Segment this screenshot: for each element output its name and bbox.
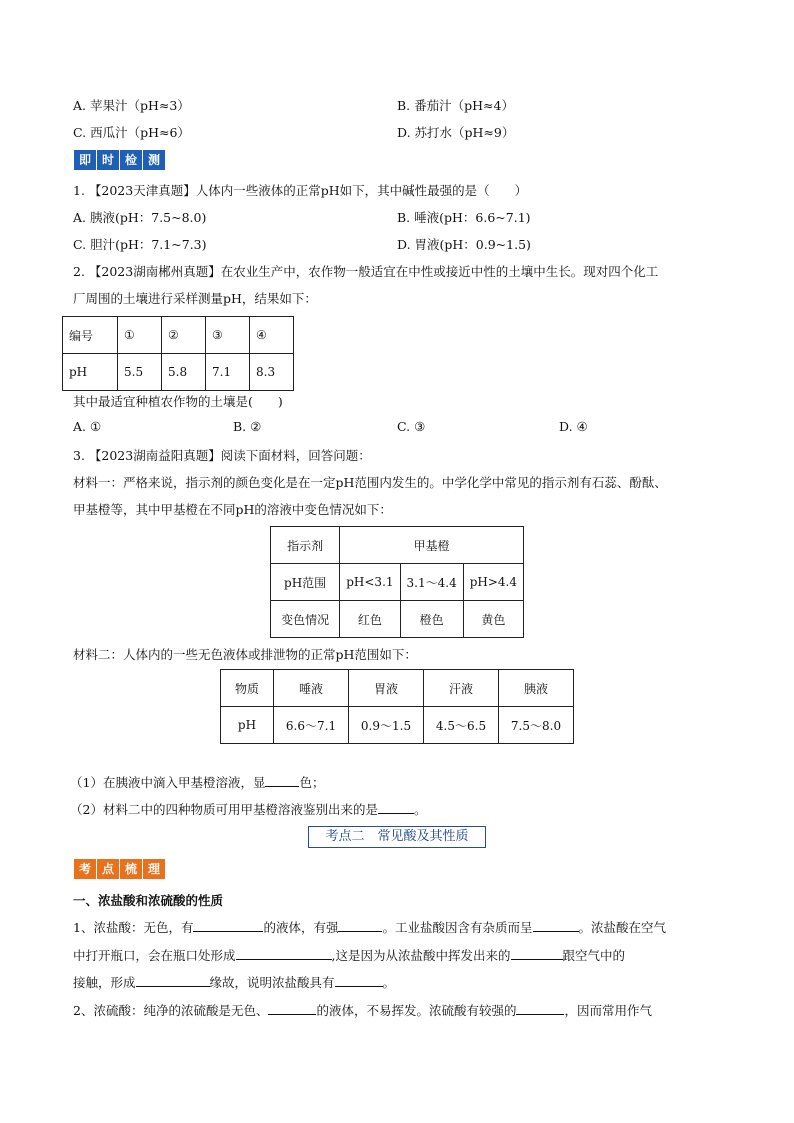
table-cell: 甲基橙 <box>340 527 524 564</box>
soil-ph-table <box>62 316 294 391</box>
table-cell: pH范围 <box>271 564 340 601</box>
answer-blank[interactable] <box>136 973 210 987</box>
q1-option-c: C. 胆汁(pH：7.1~7.3) <box>73 237 207 252</box>
table-cell: 汗液 <box>424 670 499 707</box>
answer-blank[interactable] <box>193 918 263 932</box>
answer-blank[interactable] <box>533 918 579 932</box>
q3-stem: 3. 【2023湖南益阳真题】阅读下面材料，回答问题： <box>73 448 371 463</box>
p1-line3: 接触，形成 缘故，说明浓盐酸具有 。 <box>73 975 396 990</box>
table-cell: 橙色 <box>400 601 463 638</box>
table-cell: 5.8 <box>162 354 206 391</box>
table-cell: pH>4.4 <box>463 564 523 601</box>
table-cell: 编号 <box>63 317 118 354</box>
p2-line1: 2、浓硫酸：纯净的浓硫酸是无色、 的液体，不易挥发。浓硫酸有较强的 ，因而常用作气 <box>73 1003 652 1018</box>
option-d: D. 苏打水（pH≈9） <box>397 125 515 140</box>
table-cell: pH<3.1 <box>340 564 400 601</box>
q3-material2: 材料二：人体内的一些无色液体或排泄物的正常pH范围如下： <box>73 647 417 662</box>
answer-blank[interactable] <box>236 946 332 960</box>
p1-line2: 中打开瓶口，会在瓶口处形成 ,这是因为从浓盐酸中挥发出来的 跟空气中的 <box>73 948 626 963</box>
badge-key-points: 考 点 梳 理 <box>74 859 166 879</box>
q1-stem: 1. 【2023天津真题】人体内一些液体的正常pH如下，其中碱性最强的是（ ） <box>73 183 528 198</box>
table-cell: ④ <box>250 317 294 354</box>
answer-blank[interactable] <box>511 946 563 960</box>
q1-option-b: B. 唾液(pH：6.6~7.1) <box>397 210 531 225</box>
table-cell: 胃液 <box>349 670 424 707</box>
methyl-orange-table <box>270 526 524 638</box>
q2-option-a: A. ① <box>73 419 102 434</box>
q2-stem-line2: 厂周围的土壤进行采样测量pH，结果如下： <box>73 291 317 306</box>
table-cell: 7.5～8.0 <box>499 707 574 744</box>
table-cell: ② <box>162 317 206 354</box>
p1-line1: 1、浓盐酸：无色，有 的液体，有强 。工业盐酸因含有杂质而呈 。浓盐酸在空气 <box>73 920 667 935</box>
q3-sub2: （2）材料二中的四种物质可用甲基橙溶液鉴别出来的是 。 <box>70 802 427 817</box>
q1-option-d: D. 胃液(pH：0.9~1.5) <box>397 237 531 252</box>
q3-material1-line2: 甲基橙等，其中甲基橙在不同pH的溶液中变色情况如下： <box>73 502 392 517</box>
table-cell: ① <box>118 317 162 354</box>
table-cell: 0.9～1.5 <box>349 707 424 744</box>
table-cell: 5.5 <box>118 354 162 391</box>
section-title: 考点二 常见酸及其性质 <box>308 826 486 848</box>
answer-blank[interactable] <box>338 918 382 932</box>
q2-stem-line1: 2. 【2023湖南郴州真题】在农业生产中，农作物一般适宜在中性或接近中性的土壤中生长。现对四个化工 <box>73 264 659 279</box>
option-c: C. 西瓜汁（pH≈6） <box>73 125 190 140</box>
answer-blank[interactable] <box>378 800 414 814</box>
q1-option-a: A. 胰液(pH：7.5~8.0) <box>73 210 207 225</box>
answer-blank[interactable] <box>516 1001 564 1015</box>
table-cell: 变色情况 <box>271 601 340 638</box>
q3-material1-line1: 材料一：严格来说，指示剂的颜色变化是在一定pH范围内发生的。中学化学中常见的指示剂有石蕊、酚酞、 <box>73 475 667 490</box>
q2-question: 其中最适宜种植农作物的土壤是( ) <box>73 394 283 409</box>
table-cell: 3.1～4.4 <box>400 564 463 601</box>
q2-option-d: D. ④ <box>559 419 588 434</box>
table-cell: ③ <box>206 317 250 354</box>
q3-sub1: （1）在胰液中滴入甲基橙溶液，显 色； <box>70 775 325 790</box>
answer-blank[interactable] <box>335 973 383 987</box>
option-b: B. 番茄汁（pH≈4） <box>397 98 514 113</box>
table-cell: pH <box>221 707 274 744</box>
q2-option-c: C. ③ <box>397 419 426 434</box>
table-cell: 6.6～7.1 <box>274 707 349 744</box>
heading-acid-properties: 一、浓盐酸和浓硫酸的性质 <box>73 893 224 908</box>
table-cell: 8.3 <box>250 354 294 391</box>
answer-blank[interactable] <box>268 1001 316 1015</box>
option-a: A. 苹果汁（pH≈3） <box>73 98 190 113</box>
table-cell: pH <box>63 354 118 391</box>
table-cell: 红色 <box>340 601 400 638</box>
table-cell: 黄色 <box>463 601 523 638</box>
table-cell: 唾液 <box>274 670 349 707</box>
answer-blank[interactable] <box>265 773 299 787</box>
body-fluid-ph-table <box>220 669 574 744</box>
badge-instant-check: 即 时 检 测 <box>74 150 166 170</box>
table-cell: 胰液 <box>499 670 574 707</box>
q2-option-b: B. ② <box>233 419 262 434</box>
table-cell: 4.5～6.5 <box>424 707 499 744</box>
table-cell: 物质 <box>221 670 274 707</box>
table-cell: 7.1 <box>206 354 250 391</box>
table-cell: 指示剂 <box>271 527 340 564</box>
